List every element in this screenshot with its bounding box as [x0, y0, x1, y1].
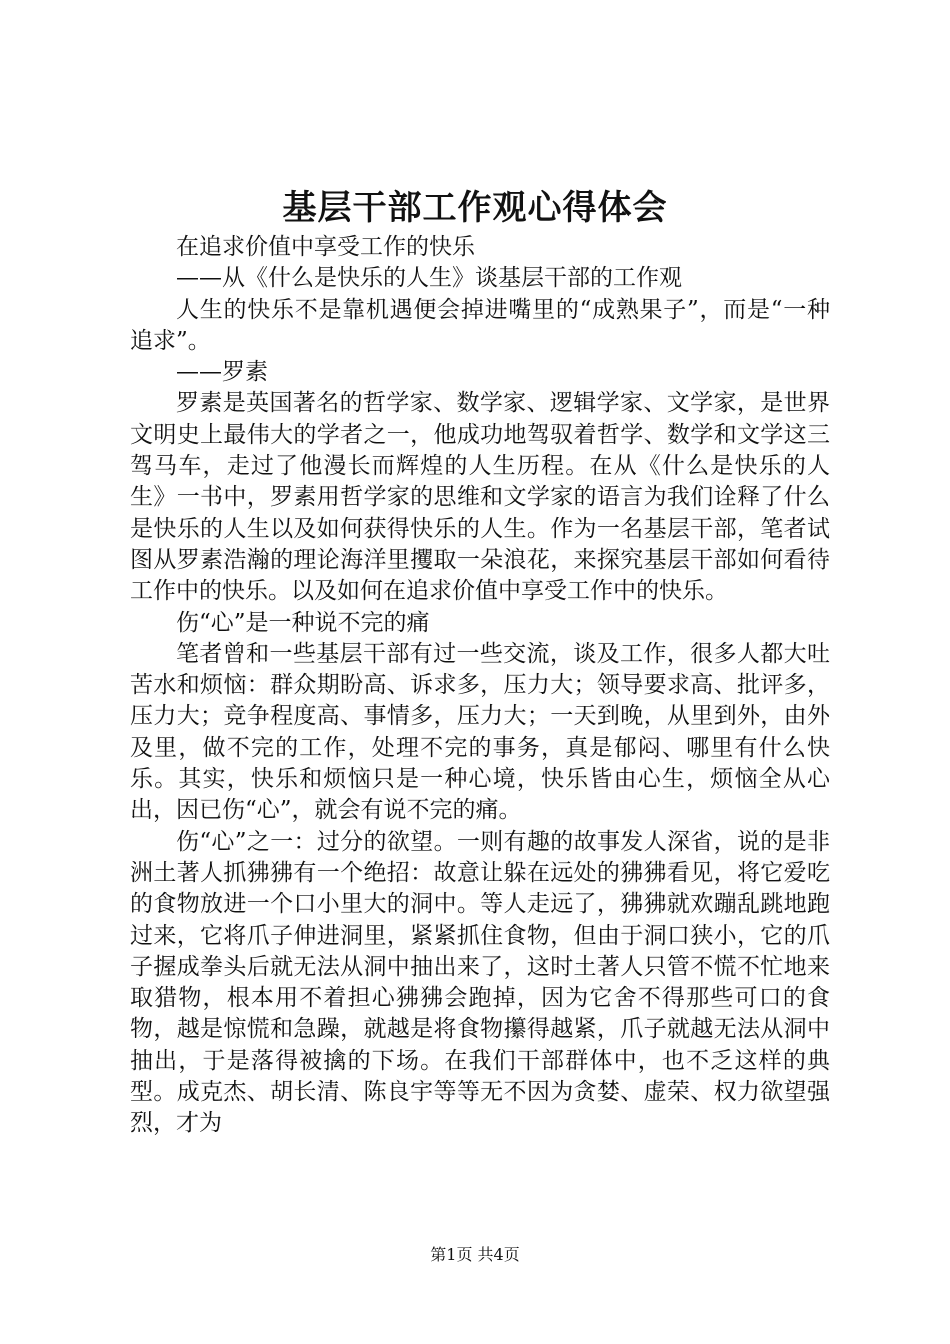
quote-paragraph: 人生的快乐不是靠机遇便会掉进嘴里的“成熟果子”，而是“一种追求”。	[130, 296, 830, 354]
body-paragraph: 伤“心”之一：过分的欲望。一则有趣的故事发人深省，说的是非洲土著人抓狒狒有一个绝招：故意让躲在远处的狒狒看见，将它爱吃的食物放进一个口小里大的洞中。等人走远了，狒狒就欢蹦乱跳地跑过来，它将爪子伸进洞里，紧紧抓住食物，但由于洞口狭小，它的爪子握成拳头后就无法从洞中抽出来了，这时土著人只管不慌不忙地来取猎物，根本用不着担心狒狒会跑掉，因为它舍不得那些可口的食物，越是惊慌和急躁，就越是将食物攥得越紧，爪子就越无法从洞中抽出，于是落得被擒的下场。在我们干部群体中，也不乏这样的典型。成克杰、胡长清、陈良宇等等无不因为贪婪、虚荣、权力欲望强烈，才为	[130, 828, 830, 1137]
quote-attribution: ——罗素	[176, 359, 268, 386]
subtitle-line: 在追求价值中享受工作的快乐	[176, 234, 475, 260]
body-paragraph: 笔者曾和一些基层干部有过一些交流，谈及工作，很多人都大吐苦水和烦恼：群众期盼高、诉求多，压力大；领导要求高、批评多，压力大；竞争程度高、事情多，压力大；一天到晚，从里到外，由外及里，做不完的工作，处理不完的事务，真是郁闷、哪里有什么快乐。其实，快乐和烦恼只是一种心境，快乐皆由心生，烦恼全从心出，因已伤“心”，就会有说不完的痛。	[130, 640, 830, 824]
page-number-footer: 第1页 共4页	[430, 1245, 520, 1264]
document-body	[130, 232, 830, 1140]
intro-paragraph: 罗素是英国著名的哲学家、数学家、逻辑学家、文学家，是世界文明史上最伟大的学者之一，他成功地驾驭着哲学、数学和文学这三驾马车，走过了他漫长而辉煌的人生历程。在从《什么是快乐的人生》一书中，罗素用哲学家的思维和文学家的语言为我们诠释了什么是快乐的人生以及如何获得快乐的人生。作为一名基层干部，笔者试图从罗素浩瀚的理论海洋里攫取一朵浪花，来探究基层干部如何看待工作中的快乐。以及如何在追求价值中享受工作中的快乐。	[130, 390, 830, 605]
section-heading: 伤“心”是一种说不完的痛	[176, 609, 430, 636]
subtitle-source-line: ——从《什么是快乐的人生》谈基层干部的工作观	[176, 265, 682, 292]
document-title: 基层干部工作观心得体会	[282, 188, 668, 228]
